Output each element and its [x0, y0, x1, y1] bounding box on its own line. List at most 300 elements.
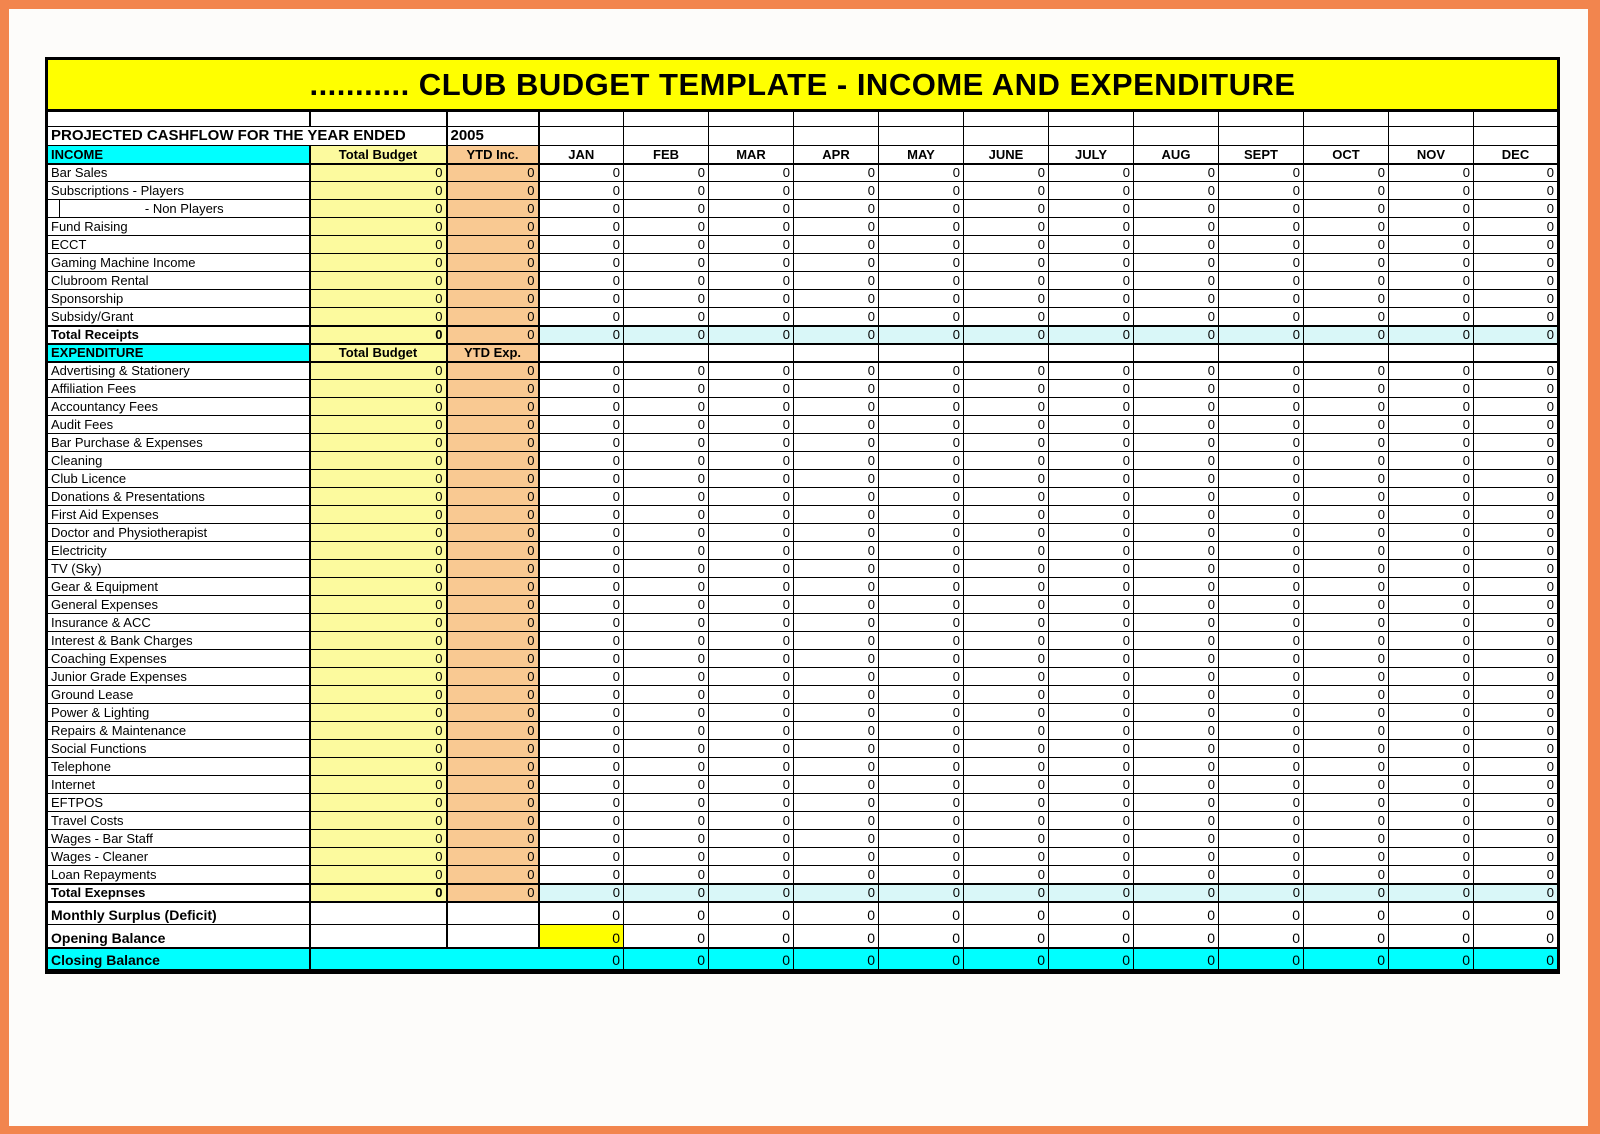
- month-cell[interactable]: 0: [624, 218, 709, 236]
- month-cell[interactable]: 0: [539, 686, 624, 704]
- total-budget-cell[interactable]: [310, 925, 447, 948]
- ytd-cell[interactable]: 0: [447, 542, 539, 560]
- month-cell[interactable]: 0: [1304, 218, 1389, 236]
- month-cell[interactable]: 0: [1219, 925, 1304, 948]
- total-budget-header[interactable]: Total Budget: [310, 344, 447, 362]
- month-cell[interactable]: 0: [1134, 884, 1219, 902]
- month-cell[interactable]: 0: [624, 200, 709, 218]
- month-cell[interactable]: 0: [709, 470, 794, 488]
- month-cell[interactable]: 0: [1474, 948, 1559, 972]
- month-cell[interactable]: 0: [709, 560, 794, 578]
- month-cell[interactable]: 0: [1474, 722, 1559, 740]
- month-cell[interactable]: 0: [624, 182, 709, 200]
- ytd-cell[interactable]: 0: [447, 200, 539, 218]
- month-cell[interactable]: 0: [1049, 686, 1134, 704]
- month-cell[interactable]: 0: [1389, 542, 1474, 560]
- month-cell[interactable]: 0: [964, 948, 1049, 972]
- month-cell[interactable]: 0: [1304, 362, 1389, 380]
- month-cell[interactable]: 0: [539, 182, 624, 200]
- month-cell[interactable]: 0: [624, 488, 709, 506]
- month-cell[interactable]: 0: [1219, 794, 1304, 812]
- month-cell[interactable]: 0: [879, 182, 964, 200]
- month-cell[interactable]: 0: [1219, 506, 1304, 524]
- spreadsheet-cell[interactable]: [879, 127, 964, 146]
- month-cell[interactable]: 0: [1049, 902, 1134, 925]
- month-cell[interactable]: 0: [1474, 506, 1559, 524]
- ytd-cell[interactable]: [447, 925, 539, 948]
- month-cell[interactable]: 0: [1304, 866, 1389, 884]
- month-cell[interactable]: 0: [624, 236, 709, 254]
- month-cell[interactable]: 0: [1304, 308, 1389, 326]
- spreadsheet-cell[interactable]: [1304, 127, 1389, 146]
- month-cell[interactable]: 0: [964, 812, 1049, 830]
- month-cell[interactable]: 0: [1049, 884, 1134, 902]
- spreadsheet-cell[interactable]: [447, 111, 539, 127]
- month-cell[interactable]: 0: [1304, 182, 1389, 200]
- spreadsheet-cell[interactable]: [310, 111, 447, 127]
- ytd-income-header[interactable]: YTD Inc.: [447, 146, 539, 164]
- total-budget-cell[interactable]: 0: [310, 668, 447, 686]
- row-label[interactable]: Social Functions: [47, 740, 310, 758]
- month-cell[interactable]: 0: [709, 902, 794, 925]
- month-cell[interactable]: 0: [1049, 470, 1134, 488]
- month-cell[interactable]: 0: [794, 362, 879, 380]
- month-cell[interactable]: 0: [1304, 812, 1389, 830]
- month-cell[interactable]: 0: [1389, 866, 1474, 884]
- month-cell[interactable]: 0: [1389, 902, 1474, 925]
- month-cell[interactable]: 0: [794, 884, 879, 902]
- row-label[interactable]: Sponsorship: [47, 290, 310, 308]
- month-cell[interactable]: 0: [964, 650, 1049, 668]
- month-cell[interactable]: 0: [1389, 740, 1474, 758]
- spreadsheet-cell[interactable]: [47, 111, 310, 127]
- month-cell[interactable]: 0: [539, 632, 624, 650]
- month-cell[interactable]: 0: [1219, 560, 1304, 578]
- month-cell[interactable]: 0: [1304, 740, 1389, 758]
- month-cell[interactable]: 0: [794, 758, 879, 776]
- spreadsheet-cell[interactable]: [539, 111, 624, 127]
- month-cell[interactable]: 0: [1219, 218, 1304, 236]
- month-cell[interactable]: 0: [1474, 650, 1559, 668]
- month-cell[interactable]: 0: [539, 254, 624, 272]
- month-cell[interactable]: 0: [794, 524, 879, 542]
- ytd-cell[interactable]: 0: [447, 866, 539, 884]
- month-cell[interactable]: 0: [1134, 722, 1219, 740]
- month-cell[interactable]: 0: [964, 596, 1049, 614]
- ytd-cell[interactable]: 0: [447, 398, 539, 416]
- month-cell[interactable]: 0: [539, 524, 624, 542]
- month-cell[interactable]: 0: [1219, 722, 1304, 740]
- month-cell[interactable]: 0: [1049, 362, 1134, 380]
- merged-balance-cell[interactable]: 0: [310, 948, 624, 972]
- month-cell[interactable]: 0: [964, 290, 1049, 308]
- month-cell[interactable]: 0: [1474, 380, 1559, 398]
- month-cell[interactable]: 0: [794, 218, 879, 236]
- month-cell[interactable]: 0: [964, 380, 1049, 398]
- month-header[interactable]: JUNE: [964, 146, 1049, 164]
- month-cell[interactable]: 0: [539, 614, 624, 632]
- month-cell[interactable]: 0: [794, 776, 879, 794]
- total-budget-cell[interactable]: 0: [310, 272, 447, 290]
- month-cell[interactable]: 0: [1389, 506, 1474, 524]
- month-cell[interactable]: 0: [1304, 524, 1389, 542]
- month-cell[interactable]: 0: [709, 830, 794, 848]
- month-cell[interactable]: 0: [1304, 596, 1389, 614]
- row-label[interactable]: First Aid Expenses: [47, 506, 310, 524]
- month-cell[interactable]: 0: [1304, 254, 1389, 272]
- month-cell[interactable]: 0: [624, 812, 709, 830]
- month-cell[interactable]: 0: [1389, 362, 1474, 380]
- month-cell[interactable]: 0: [879, 506, 964, 524]
- month-cell[interactable]: 0: [539, 925, 624, 948]
- month-cell[interactable]: 0: [709, 218, 794, 236]
- month-cell[interactable]: 0: [1049, 848, 1134, 866]
- total-budget-header[interactable]: Total Budget: [310, 146, 447, 164]
- ytd-cell[interactable]: 0: [447, 182, 539, 200]
- month-cell[interactable]: 0: [709, 722, 794, 740]
- spreadsheet-cell[interactable]: [1134, 111, 1219, 127]
- month-cell[interactable]: 0: [964, 416, 1049, 434]
- ytd-cell[interactable]: 0: [447, 704, 539, 722]
- month-cell[interactable]: 0: [879, 794, 964, 812]
- total-budget-cell[interactable]: 0: [310, 884, 447, 902]
- month-cell[interactable]: 0: [1134, 254, 1219, 272]
- month-cell[interactable]: 0: [1049, 758, 1134, 776]
- ytd-cell[interactable]: 0: [447, 164, 539, 182]
- total-budget-cell[interactable]: 0: [310, 650, 447, 668]
- month-cell[interactable]: 0: [794, 326, 879, 344]
- month-cell[interactable]: 0: [1134, 866, 1219, 884]
- month-cell[interactable]: 0: [709, 704, 794, 722]
- month-cell[interactable]: 0: [879, 326, 964, 344]
- month-cell[interactable]: 0: [964, 560, 1049, 578]
- month-cell[interactable]: 0: [794, 452, 879, 470]
- month-cell[interactable]: 0: [1389, 776, 1474, 794]
- month-cell[interactable]: 0: [1219, 884, 1304, 902]
- row-label[interactable]: Electricity: [47, 542, 310, 560]
- row-label[interactable]: Interest & Bank Charges: [47, 632, 310, 650]
- month-cell[interactable]: 0: [1474, 884, 1559, 902]
- sheet-title[interactable]: ........... CLUB BUDGET TEMPLATE - INCOME AND EXPENDITURE: [47, 59, 1559, 111]
- month-cell[interactable]: 0: [1304, 416, 1389, 434]
- month-cell[interactable]: 0: [879, 704, 964, 722]
- spreadsheet-cell[interactable]: [539, 344, 624, 362]
- month-cell[interactable]: 0: [1049, 380, 1134, 398]
- row-label[interactable]: Wages - Bar Staff: [47, 830, 310, 848]
- month-cell[interactable]: 0: [1049, 596, 1134, 614]
- row-label[interactable]: Bar Purchase & Expenses: [47, 434, 310, 452]
- month-cell[interactable]: 0: [624, 560, 709, 578]
- row-label[interactable]: Total Receipts: [47, 326, 310, 344]
- month-cell[interactable]: 0: [1304, 380, 1389, 398]
- row-label[interactable]: Club Licence: [47, 470, 310, 488]
- month-cell[interactable]: 0: [794, 866, 879, 884]
- month-cell[interactable]: 0: [1474, 290, 1559, 308]
- month-cell[interactable]: 0: [1219, 866, 1304, 884]
- month-cell[interactable]: 0: [1134, 704, 1219, 722]
- month-cell[interactable]: 0: [539, 596, 624, 614]
- month-cell[interactable]: 0: [1389, 722, 1474, 740]
- month-cell[interactable]: 0: [1389, 182, 1474, 200]
- month-cell[interactable]: 0: [539, 362, 624, 380]
- spreadsheet-cell[interactable]: [624, 344, 709, 362]
- month-header[interactable]: MAY: [879, 146, 964, 164]
- total-budget-cell[interactable]: 0: [310, 398, 447, 416]
- month-cell[interactable]: 0: [1219, 776, 1304, 794]
- month-cell[interactable]: 0: [879, 650, 964, 668]
- row-label[interactable]: Monthly Surplus (Deficit): [47, 902, 310, 925]
- month-cell[interactable]: 0: [879, 470, 964, 488]
- spreadsheet-cell[interactable]: [879, 344, 964, 362]
- month-cell[interactable]: 0: [1474, 236, 1559, 254]
- month-cell[interactable]: 0: [964, 200, 1049, 218]
- month-cell[interactable]: 0: [624, 398, 709, 416]
- month-cell[interactable]: 0: [624, 848, 709, 866]
- month-cell[interactable]: 0: [1219, 200, 1304, 218]
- total-budget-cell[interactable]: 0: [310, 362, 447, 380]
- month-cell[interactable]: 0: [539, 290, 624, 308]
- month-cell[interactable]: 0: [794, 236, 879, 254]
- month-cell[interactable]: 0: [1474, 362, 1559, 380]
- month-cell[interactable]: 0: [624, 452, 709, 470]
- month-cell[interactable]: 0: [1304, 434, 1389, 452]
- month-cell[interactable]: 0: [879, 614, 964, 632]
- month-cell[interactable]: 0: [624, 524, 709, 542]
- month-cell[interactable]: 0: [1219, 362, 1304, 380]
- total-budget-cell[interactable]: 0: [310, 560, 447, 578]
- month-cell[interactable]: 0: [624, 542, 709, 560]
- month-cell[interactable]: 0: [709, 164, 794, 182]
- month-cell[interactable]: 0: [1389, 164, 1474, 182]
- month-cell[interactable]: 0: [794, 308, 879, 326]
- month-cell[interactable]: 0: [1219, 272, 1304, 290]
- row-label[interactable]: Accountancy Fees: [47, 398, 310, 416]
- month-cell[interactable]: 0: [879, 254, 964, 272]
- month-cell[interactable]: 0: [539, 308, 624, 326]
- month-cell[interactable]: 0: [624, 416, 709, 434]
- month-cell[interactable]: 0: [1304, 560, 1389, 578]
- month-cell[interactable]: 0: [624, 578, 709, 596]
- month-cell[interactable]: 0: [879, 560, 964, 578]
- month-cell[interactable]: 0: [1474, 704, 1559, 722]
- month-cell[interactable]: 0: [1389, 884, 1474, 902]
- month-cell[interactable]: 0: [1304, 884, 1389, 902]
- ytd-cell[interactable]: 0: [447, 830, 539, 848]
- month-cell[interactable]: 0: [709, 740, 794, 758]
- month-cell[interactable]: 0: [1219, 650, 1304, 668]
- month-cell[interactable]: 0: [624, 326, 709, 344]
- month-cell[interactable]: 0: [1474, 524, 1559, 542]
- month-cell[interactable]: 0: [1389, 218, 1474, 236]
- month-cell[interactable]: 0: [1474, 596, 1559, 614]
- month-cell[interactable]: 0: [1049, 578, 1134, 596]
- month-cell[interactable]: 0: [1049, 398, 1134, 416]
- month-cell[interactable]: 0: [1049, 326, 1134, 344]
- month-cell[interactable]: 0: [1219, 416, 1304, 434]
- total-budget-cell[interactable]: 0: [310, 452, 447, 470]
- spreadsheet-cell[interactable]: [1049, 344, 1134, 362]
- month-header[interactable]: JULY: [1049, 146, 1134, 164]
- month-cell[interactable]: 0: [1134, 362, 1219, 380]
- month-cell[interactable]: 0: [624, 596, 709, 614]
- month-cell[interactable]: 0: [879, 902, 964, 925]
- spreadsheet-cell[interactable]: [1219, 127, 1304, 146]
- ytd-cell[interactable]: 0: [447, 740, 539, 758]
- month-cell[interactable]: 0: [964, 308, 1049, 326]
- total-budget-cell[interactable]: 0: [310, 740, 447, 758]
- month-cell[interactable]: 0: [539, 218, 624, 236]
- total-budget-cell[interactable]: 0: [310, 218, 447, 236]
- month-cell[interactable]: 0: [624, 902, 709, 925]
- month-cell[interactable]: 0: [1134, 470, 1219, 488]
- row-label[interactable]: General Expenses: [47, 596, 310, 614]
- month-cell[interactable]: 0: [539, 704, 624, 722]
- row-label[interactable]: Loan Repayments: [47, 866, 310, 884]
- month-cell[interactable]: 0: [1474, 182, 1559, 200]
- month-cell[interactable]: 0: [539, 830, 624, 848]
- month-cell[interactable]: 0: [964, 254, 1049, 272]
- month-cell[interactable]: 0: [1474, 416, 1559, 434]
- month-cell[interactable]: 0: [794, 434, 879, 452]
- month-cell[interactable]: 0: [1219, 164, 1304, 182]
- row-label[interactable]: TV (Sky): [47, 560, 310, 578]
- month-cell[interactable]: 0: [1474, 560, 1559, 578]
- month-cell[interactable]: 0: [1049, 776, 1134, 794]
- month-cell[interactable]: 0: [1304, 542, 1389, 560]
- month-cell[interactable]: 0: [1389, 758, 1474, 776]
- month-header[interactable]: OCT: [1304, 146, 1389, 164]
- spreadsheet-cell[interactable]: [964, 344, 1049, 362]
- row-label[interactable]: Repairs & Maintenance: [47, 722, 310, 740]
- month-cell[interactable]: 0: [1049, 434, 1134, 452]
- month-cell[interactable]: 0: [1389, 290, 1474, 308]
- total-budget-cell[interactable]: 0: [310, 290, 447, 308]
- month-cell[interactable]: 0: [1049, 830, 1134, 848]
- total-budget-cell[interactable]: 0: [310, 254, 447, 272]
- month-header[interactable]: AUG: [1134, 146, 1219, 164]
- total-budget-cell[interactable]: 0: [310, 506, 447, 524]
- month-cell[interactable]: 0: [964, 925, 1049, 948]
- month-cell[interactable]: 0: [964, 884, 1049, 902]
- month-cell[interactable]: 0: [624, 362, 709, 380]
- month-cell[interactable]: 0: [1049, 925, 1134, 948]
- month-cell[interactable]: 0: [1049, 524, 1134, 542]
- month-cell[interactable]: 0: [1219, 290, 1304, 308]
- month-cell[interactable]: 0: [1134, 650, 1219, 668]
- month-cell[interactable]: 0: [624, 722, 709, 740]
- month-cell[interactable]: 0: [1304, 326, 1389, 344]
- spreadsheet-cell[interactable]: [964, 111, 1049, 127]
- month-cell[interactable]: 0: [794, 812, 879, 830]
- month-cell[interactable]: 0: [1389, 434, 1474, 452]
- month-cell[interactable]: 0: [1219, 380, 1304, 398]
- month-cell[interactable]: 0: [709, 866, 794, 884]
- month-cell[interactable]: 0: [624, 866, 709, 884]
- row-label[interactable]: Clubroom Rental: [47, 272, 310, 290]
- month-cell[interactable]: 0: [1389, 380, 1474, 398]
- month-cell[interactable]: 0: [709, 254, 794, 272]
- month-cell[interactable]: 0: [1304, 704, 1389, 722]
- month-cell[interactable]: 0: [539, 470, 624, 488]
- month-cell[interactable]: 0: [1474, 488, 1559, 506]
- month-cell[interactable]: 0: [1389, 254, 1474, 272]
- month-cell[interactable]: 0: [1304, 758, 1389, 776]
- spreadsheet-cell[interactable]: [539, 127, 624, 146]
- month-cell[interactable]: 0: [1134, 758, 1219, 776]
- month-cell[interactable]: 0: [1049, 632, 1134, 650]
- month-cell[interactable]: 0: [1049, 948, 1134, 972]
- month-cell[interactable]: 0: [1049, 200, 1134, 218]
- year-cell[interactable]: 2005: [447, 127, 539, 146]
- month-cell[interactable]: 0: [709, 794, 794, 812]
- month-cell[interactable]: 0: [1304, 272, 1389, 290]
- month-cell[interactable]: 0: [964, 506, 1049, 524]
- month-cell[interactable]: 0: [709, 542, 794, 560]
- month-cell[interactable]: 0: [1219, 542, 1304, 560]
- month-cell[interactable]: 0: [1134, 164, 1219, 182]
- month-cell[interactable]: 0: [539, 884, 624, 902]
- row-label[interactable]: Cleaning: [47, 452, 310, 470]
- month-cell[interactable]: 0: [1389, 925, 1474, 948]
- row-label[interactable]: - Non Players: [60, 200, 310, 218]
- month-cell[interactable]: 0: [1134, 416, 1219, 434]
- month-cell[interactable]: 0: [1134, 596, 1219, 614]
- month-cell[interactable]: 0: [709, 596, 794, 614]
- month-header[interactable]: NOV: [1389, 146, 1474, 164]
- month-cell[interactable]: 0: [624, 614, 709, 632]
- month-cell[interactable]: 0: [709, 452, 794, 470]
- ytd-cell[interactable]: 0: [447, 758, 539, 776]
- month-cell[interactable]: 0: [1304, 902, 1389, 925]
- month-cell[interactable]: 0: [794, 830, 879, 848]
- month-cell[interactable]: 0: [1219, 488, 1304, 506]
- month-cell[interactable]: 0: [624, 948, 709, 972]
- month-cell[interactable]: 0: [879, 434, 964, 452]
- ytd-cell[interactable]: 0: [447, 434, 539, 452]
- row-label[interactable]: Audit Fees: [47, 416, 310, 434]
- month-cell[interactable]: 0: [794, 614, 879, 632]
- month-cell[interactable]: 0: [794, 650, 879, 668]
- month-cell[interactable]: 0: [539, 452, 624, 470]
- month-cell[interactable]: 0: [709, 668, 794, 686]
- month-cell[interactable]: 0: [539, 164, 624, 182]
- month-cell[interactable]: 0: [1474, 925, 1559, 948]
- month-cell[interactable]: 0: [1474, 848, 1559, 866]
- month-cell[interactable]: 0: [624, 470, 709, 488]
- month-cell[interactable]: 0: [1134, 488, 1219, 506]
- month-cell[interactable]: 0: [539, 380, 624, 398]
- month-cell[interactable]: 0: [1049, 290, 1134, 308]
- total-budget-cell[interactable]: 0: [310, 308, 447, 326]
- month-cell[interactable]: 0: [879, 776, 964, 794]
- month-cell[interactable]: 0: [624, 290, 709, 308]
- spreadsheet-cell[interactable]: [1389, 344, 1474, 362]
- month-cell[interactable]: 0: [1389, 668, 1474, 686]
- month-cell[interactable]: 0: [879, 218, 964, 236]
- month-cell[interactable]: 0: [964, 434, 1049, 452]
- month-cell[interactable]: 0: [794, 848, 879, 866]
- month-cell[interactable]: 0: [879, 812, 964, 830]
- spreadsheet-cell[interactable]: [794, 111, 879, 127]
- month-cell[interactable]: 0: [1389, 272, 1474, 290]
- total-budget-cell[interactable]: 0: [310, 794, 447, 812]
- month-cell[interactable]: 0: [1049, 560, 1134, 578]
- month-cell[interactable]: 0: [879, 200, 964, 218]
- month-cell[interactable]: 0: [709, 776, 794, 794]
- month-cell[interactable]: 0: [879, 686, 964, 704]
- month-cell[interactable]: 0: [624, 506, 709, 524]
- spreadsheet-cell[interactable]: [1134, 344, 1219, 362]
